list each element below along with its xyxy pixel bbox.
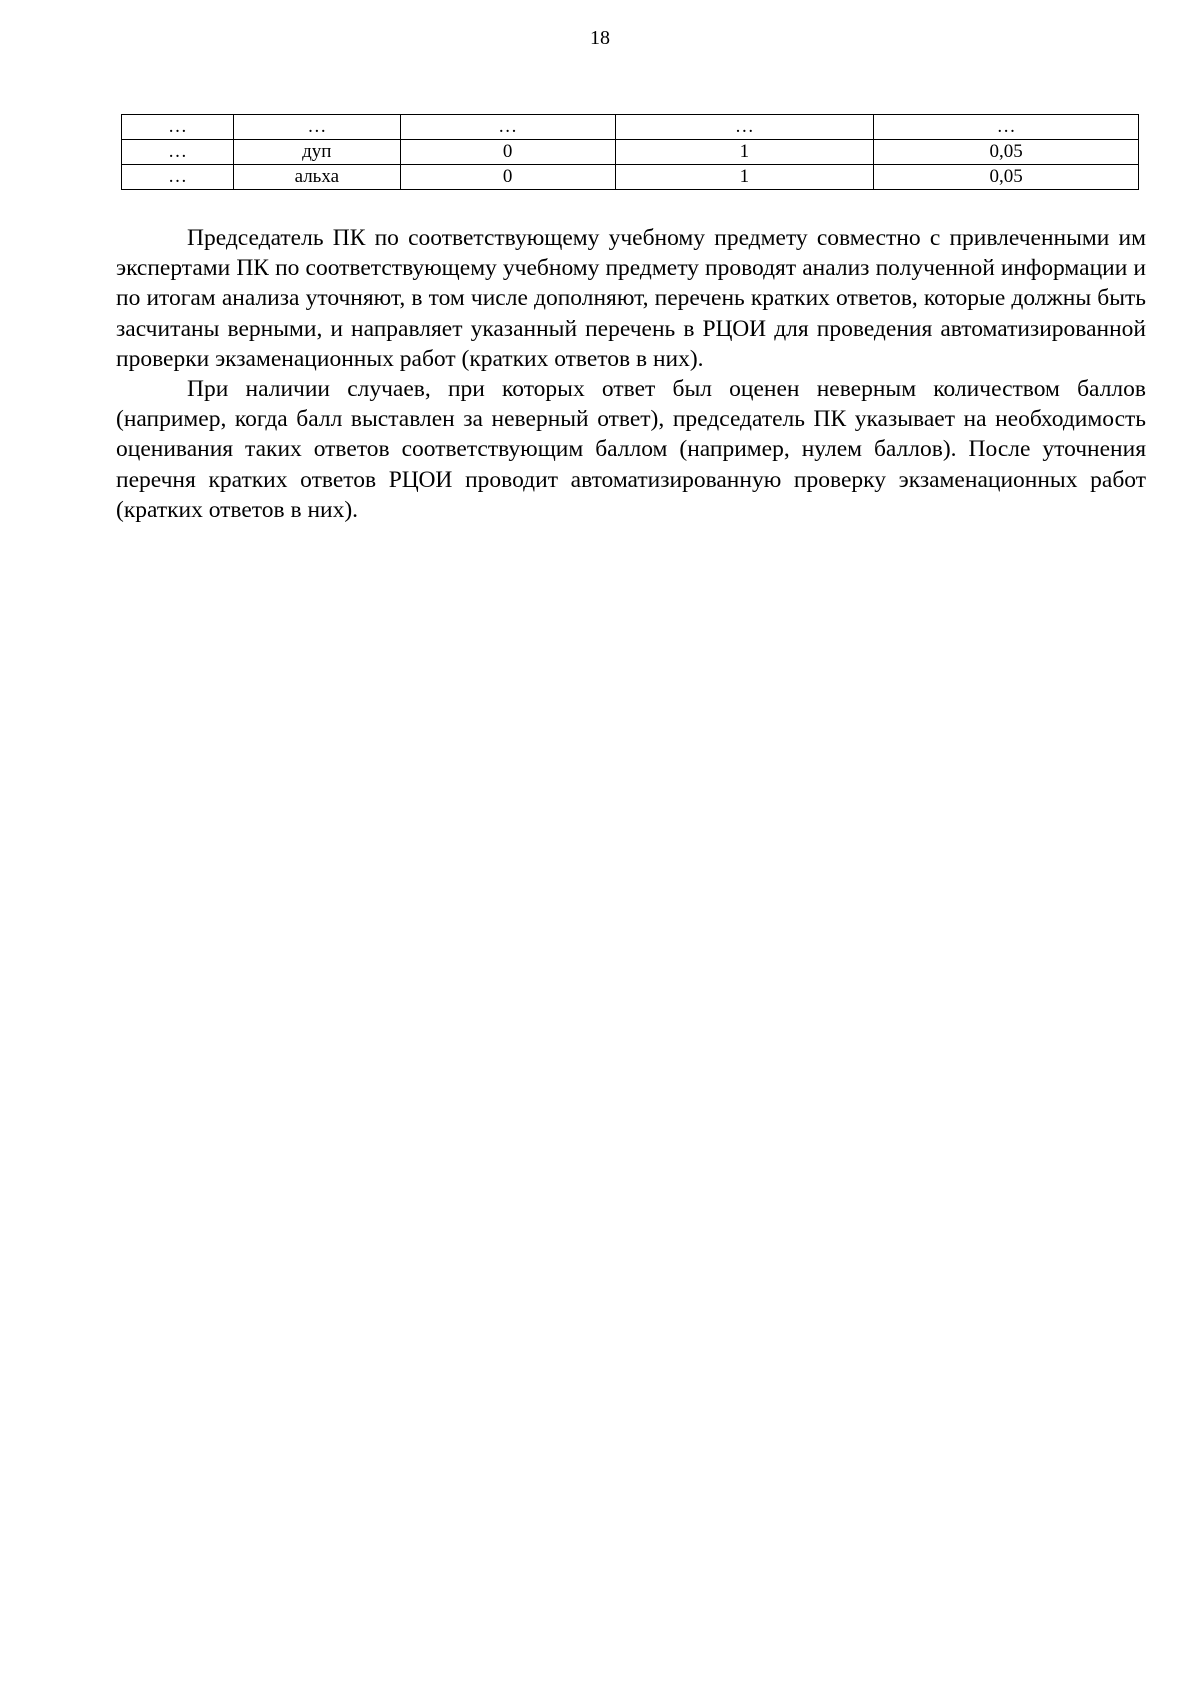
table-cell: 0 [400,140,615,165]
table-cell: … [122,165,234,190]
page-number: 18 [590,27,610,49]
paragraph: При наличии случаев, при которых ответ был оценен неверным количеством баллов (например, когда балл выставлен за неверный ответ), председатель ПК указывает на необходимость оценивания таких ответов соответствующим баллом (например, нулем баллов). После уточнения перечня кратких ответов РЦОИ проводит автоматизированную проверку экзаменационных работ (кратких ответов в них). [116,376,1146,523]
table-row [122,165,1139,190]
body-text [116,223,1146,525]
table-row [122,115,1139,140]
answers-table [121,114,1139,190]
table-cell: 0 [400,165,615,190]
paragraph: Председатель ПК по соответствующему учебному предмету совместно с привлеченными им экспертами ПК по соответствующему учебному предмету проводят анализ полученной информации и по итогам анализа уточняют, в том числе дополняют, перечень кратких ответов, которые должны быть засчитаны верными, и направляет указанный перечень в РЦОИ для проведения автоматизированной проверки экзаменационных работ (кратких ответов в них). [116,225,1146,372]
table-cell: … [122,140,234,165]
table-row [122,140,1139,165]
table-cell: альха [233,165,400,190]
table-cell: … [122,115,234,140]
table-cell: … [400,115,615,140]
table-cell: 1 [615,165,874,190]
table-cell: … [615,115,874,140]
table-cell: … [874,115,1139,140]
table-cell: 0,05 [874,140,1139,165]
table-cell: 0,05 [874,165,1139,190]
table-cell: 1 [615,140,874,165]
table-cell: … [233,115,400,140]
table-cell: дуп [233,140,400,165]
